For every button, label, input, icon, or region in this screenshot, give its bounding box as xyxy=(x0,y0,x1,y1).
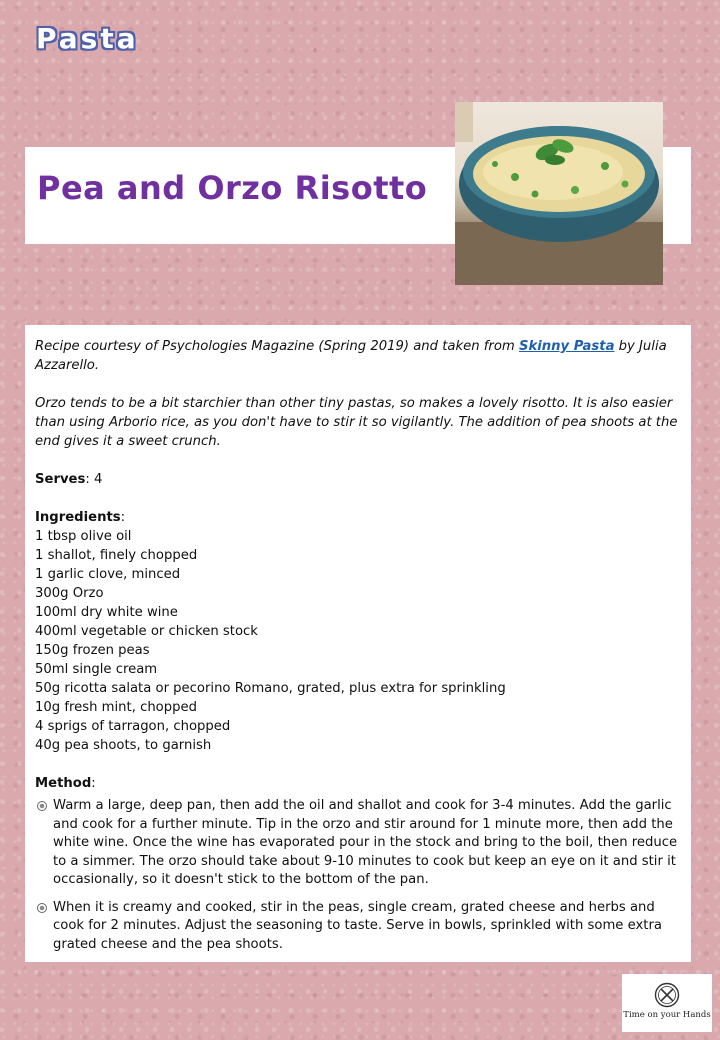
ingredient-item: 1 shallot, finely chopped xyxy=(35,548,198,563)
ingredient-item: 300g Orzo xyxy=(35,586,104,601)
clock-cutlery-icon xyxy=(654,982,680,1008)
logo xyxy=(622,974,712,1032)
method-heading: Method: xyxy=(35,776,96,791)
serves xyxy=(35,470,679,489)
ingredient-item: 400ml vegetable or chicken stock xyxy=(35,624,258,639)
ingredient-item: 150g frozen peas xyxy=(35,643,150,658)
bullet-icon xyxy=(37,903,47,913)
recipe-title: Pea and Orzo Risotto xyxy=(37,169,428,207)
logo-text: Time on your Hands xyxy=(623,1010,711,1020)
serves-value: : 4 xyxy=(85,472,103,487)
ingredient-item: 1 garlic clove, minced xyxy=(35,567,181,582)
recipe-content xyxy=(25,325,691,962)
ingredients-heading: Ingredients: xyxy=(35,510,126,525)
section-title: Pasta xyxy=(36,22,139,55)
serves-label: Serves xyxy=(35,472,86,487)
ingredient-item: 1 tbsp olive oil xyxy=(35,529,132,544)
risotto-bowl-image xyxy=(455,102,663,285)
method-step: Warm a large, deep pan, then add the oil and shallot and cook for 3-4 minutes. Add the garlic and cook for a further minute. Tip in the orzo and stir around for 1 minute more, then add the white wine. Once the wine has evaporated pour in the stock and bring to the boil, then reduce to a simmer. The orzo should take about 9-10 minutes to cook but keep an eye on it and stir it occasionally, so it doesn't stick to the bottom of the pan. xyxy=(35,797,679,890)
recipe-intro: Orzo tends to be a bit starchier than other tiny pastas, so makes a lovely risotto. It is also easier than using Arborio rice, as you don't have to stir it so vigilantly. The addition of pea shoots at the end gives it a sweet crunch. xyxy=(35,396,678,449)
recipe-courtesy: Recipe courtesy of Psychologies Magazine (Spring 2019) and taken from Skinny Pasta by Julia Azzarello. xyxy=(35,339,667,373)
ingredients-list xyxy=(35,527,679,755)
ingredient-item: 50ml single cream xyxy=(35,662,158,677)
ingredient-item: 10g fresh mint, chopped xyxy=(35,700,197,715)
ingredient-item: 4 sprigs of tarragon, chopped xyxy=(35,719,231,734)
ingredient-item: 50g ricotta salata or pecorino Romano, grated, plus extra for sprinkling xyxy=(35,681,506,696)
bullet-icon xyxy=(37,801,47,811)
ingredient-item: 100ml dry white wine xyxy=(35,605,178,620)
recipe-photo xyxy=(455,102,663,285)
ingredient-item: 40g pea shoots, to garnish xyxy=(35,738,212,753)
method-step: When it is creamy and cooked, stir in the peas, single cream, grated cheese and herbs and cook for 2 minutes. Adjust the seasoning to taste. Serve in bowls, sprinkled with some extra grated cheese and the pea shoots. xyxy=(35,899,679,955)
skinny-pasta-link[interactable]: Skinny Pasta xyxy=(518,339,615,354)
method-list xyxy=(35,797,679,954)
